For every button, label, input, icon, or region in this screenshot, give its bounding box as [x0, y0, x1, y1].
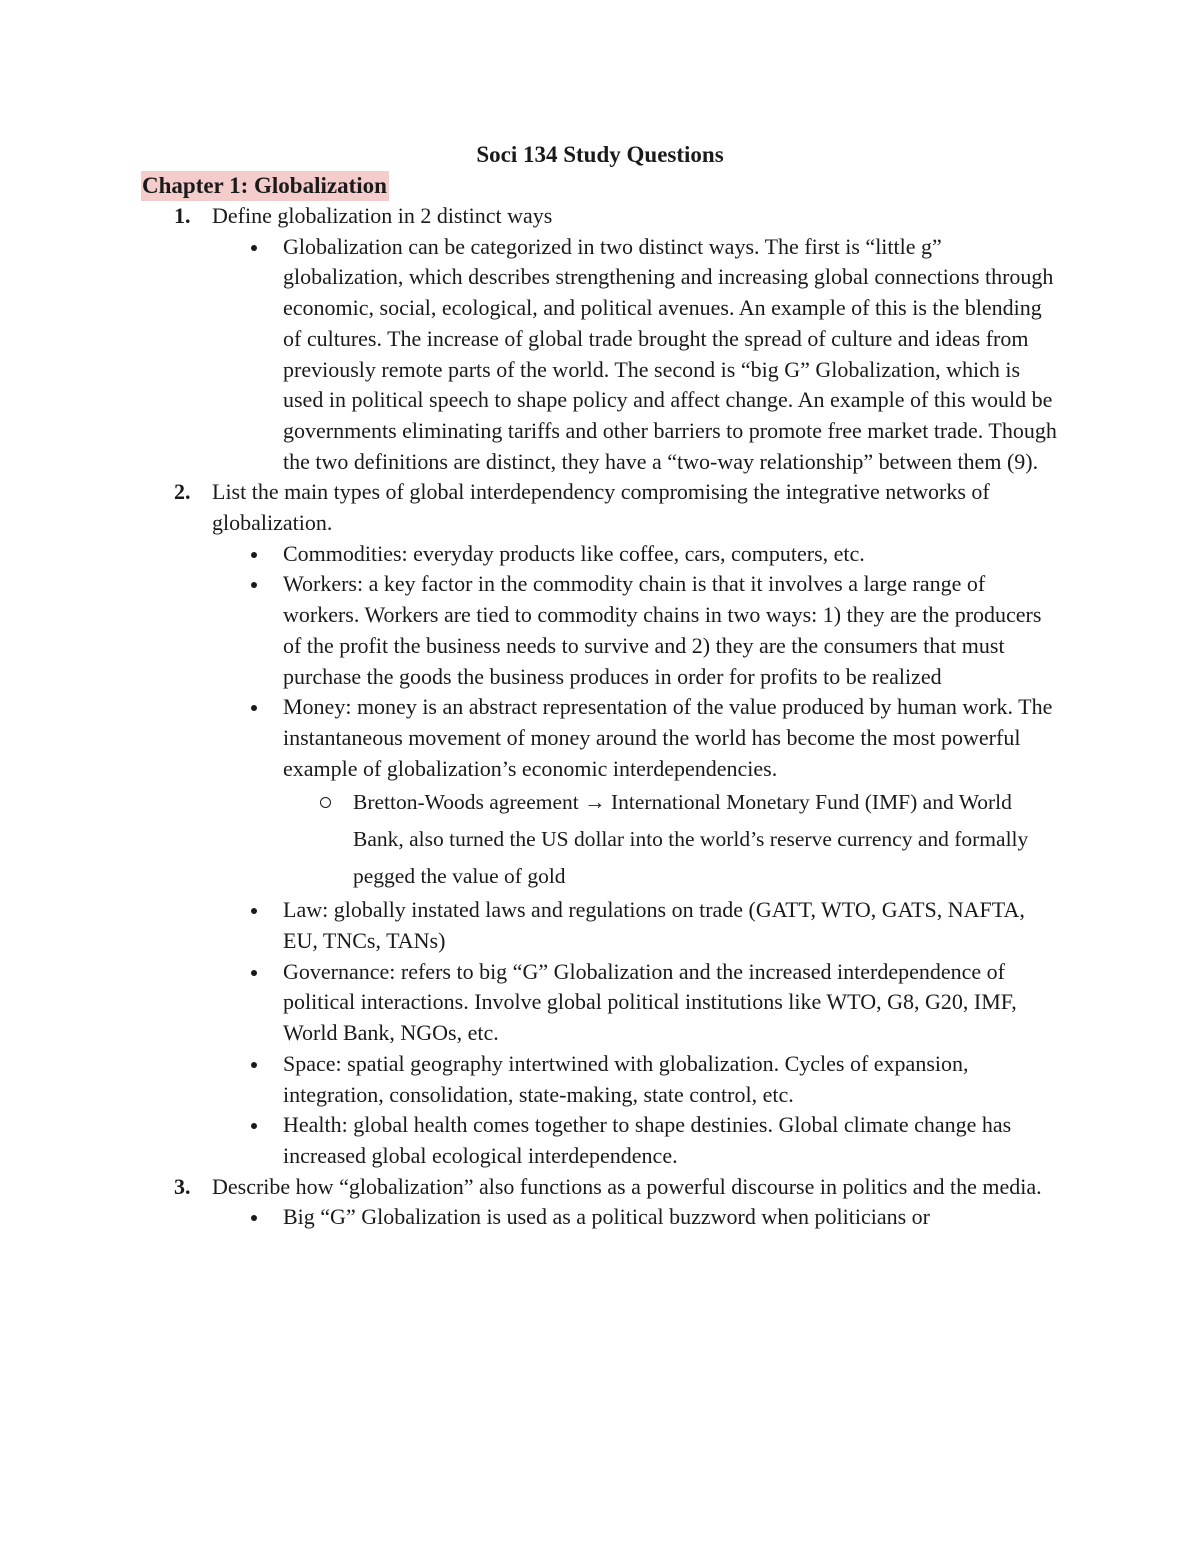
- answer-item: [0, 1110, 1200, 1171]
- answer-list: [212, 539, 1060, 1172]
- answer-text: Governance: refers to big “G” Globalization and the increased interdependence of political interactions. Involve global political institutions like WTO, G8, G20, IMF, World Bank, NGOs, etc.: [283, 958, 1017, 1046]
- answer-list: [212, 1202, 1060, 1233]
- answer-text: Globalization can be categorized in two distinct ways. The first is “little g” globalization, which describes strengthening and increasing global connections through economic, social, ecological, and political avenues. An example of this is the blending of cultures. The increase of global trade brought the spread of culture and ideas from previously remote parts of the world. The second is “big G” Globalization, which is used in political speech to shape policy and affect change. An example of this would be governments eliminating tariffs and other barriers to promote free market trade. Though the two definitions are distinct, they have a “two-way relationship” between them (9).: [283, 233, 1057, 474]
- bullet-icon: [251, 1123, 257, 1129]
- answer-text: Money: money is an abstract representation of the value produced by human work. The instantaneous movement of money around the world has become the most powerful example of globalization’s economic interdependencies.: [283, 694, 1053, 781]
- answer-text: Law: globally instated laws and regulations on trade (GATT, WTO, GATS, NAFTA, EU, TNCs, TANs): [283, 897, 1025, 954]
- document-title: Soci 134 Study Questions: [476, 142, 724, 167]
- answer-item: [0, 232, 1200, 478]
- answer-text: Space: spatial geography intertwined with globalization. Cycles of expansion, integration, consolidation, state-making, state control, etc.: [283, 1050, 969, 1107]
- answer-text: Commodities: everyday products like coffee, cars, computers, etc.: [283, 540, 865, 566]
- question-number: 2.: [174, 479, 191, 505]
- chapter-heading: Chapter 1: Globalization: [141, 171, 389, 201]
- document-body: [0, 201, 1200, 1233]
- bullet-icon: [251, 1215, 257, 1221]
- circle-bullet-icon: [320, 797, 331, 808]
- answer-list: [212, 232, 1060, 478]
- question-item: [0, 1172, 1200, 1233]
- subanswer-list: [283, 784, 1060, 895]
- bullet-icon: [251, 970, 257, 976]
- subanswer-text: Bretton-Woods agreement → International Monetary Fund (IMF) and World Bank, also turned the US dollar into the world’s reserve currency and formally pegged the value of gold: [353, 790, 1029, 889]
- answer-text: Health: global health comes together to shape destinies. Global climate change has increased global ecological interdependence.: [283, 1112, 1012, 1168]
- question-text: List the main types of global interdependency compromising the integrative networks of globalization.: [212, 479, 990, 536]
- question-number: 1.: [174, 203, 191, 228]
- answer-item: [0, 569, 1200, 692]
- question-text: Describe how “globalization” also functions as a powerful discourse in politics and the media.: [212, 1173, 1042, 1199]
- bullet-icon: [251, 582, 257, 588]
- bullet-icon: [251, 908, 257, 914]
- subanswer-item: [0, 784, 1200, 895]
- answer-item: [0, 1202, 1200, 1233]
- answer-item: [0, 692, 1200, 895]
- question-text: Define globalization in 2 distinct ways: [212, 203, 553, 228]
- question-list: [0, 201, 1200, 1233]
- question-item: [0, 477, 1200, 1171]
- question-item: [0, 201, 1200, 477]
- answer-item: [0, 957, 1200, 1049]
- answer-text: Workers: a key factor in the commodity chain is that it involves a large range of workers. Workers are tied to commodity chains in two ways: 1) they are the producers of the profit the business needs to survive and 2) they are the consumers that must purchase the goods the business produces in order for profits to be realized: [283, 571, 1042, 689]
- question-number: 3.: [174, 1173, 191, 1199]
- answer-text: Big “G” Globalization is used as a political buzzword when politicians or: [283, 1204, 931, 1230]
- bullet-icon: [251, 705, 257, 711]
- bullet-icon: [251, 1062, 257, 1068]
- answer-item: [0, 539, 1200, 570]
- answer-item: [0, 895, 1200, 956]
- bullet-icon: [251, 552, 257, 558]
- answer-item: [0, 1049, 1200, 1110]
- bullet-icon: [251, 245, 257, 251]
